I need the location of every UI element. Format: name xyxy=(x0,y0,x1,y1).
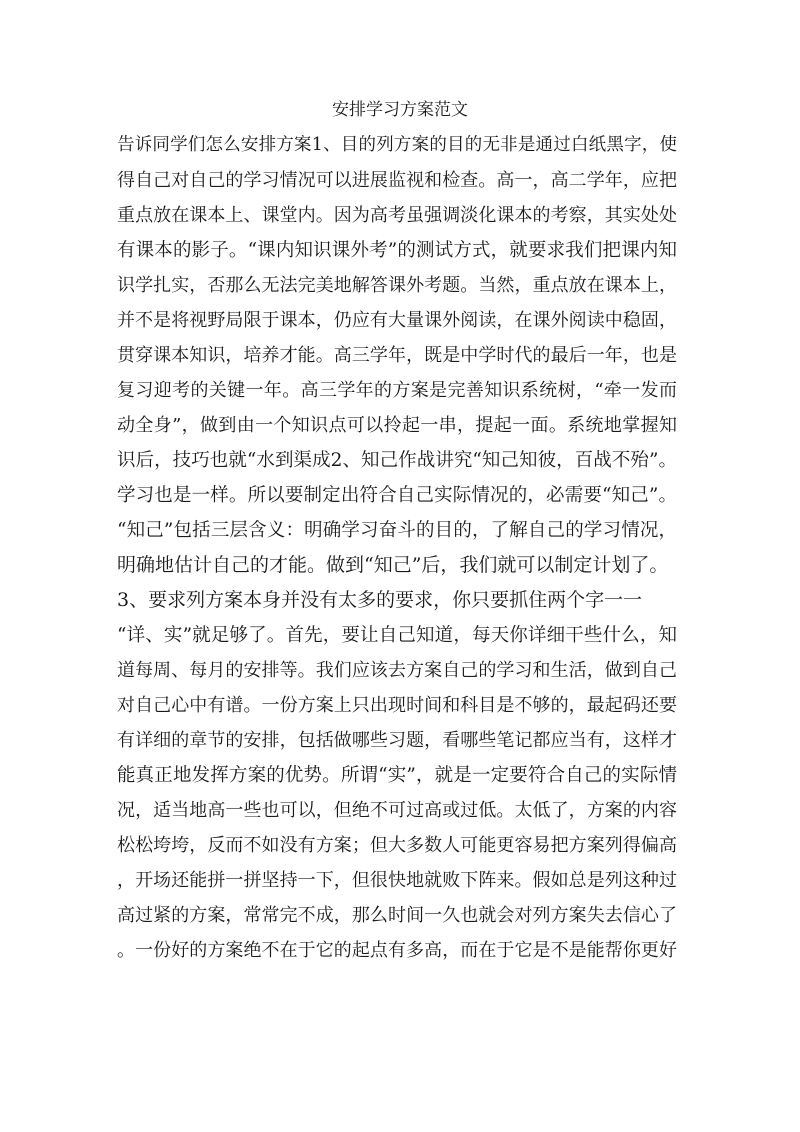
body-line: 对自己心中有谱。一份方案上只出现时间和科目是不够的，最起码还要 xyxy=(117,695,677,716)
body-line: 能真正地发挥方案的优势。所谓“实”，就是一定要符合自己的实际情 xyxy=(117,765,677,786)
body-line: 得自己对自己的学习情况可以进展监视和检查。高一，高二学年，应把 xyxy=(117,170,677,191)
body-line: 复习迎考的关键一年。高三学年的方案是完善知识系统树，“牵一发而 xyxy=(117,380,677,401)
body-line: 明确地估计自己的才能。做到“知己”后，我们就可以制定计划了。 xyxy=(117,554,669,576)
body-line: 高过紧的方案，常常完不成，那么时间一久也就会对列方案失去信心了 xyxy=(117,905,677,926)
body-line: 况，适当地高一些也可以，但绝不可过高或过低。太低了，方案的内容 xyxy=(117,800,677,821)
body-line: 3、要求列方案本身并没有太多的要求，你只要抓住两个字一一 xyxy=(117,589,643,611)
body-line: 识后，技巧也就“水到渠成2、知己作战讲究“知己知彼，百战不殆”。 xyxy=(117,450,677,471)
body-line: ，开场还能拼一拼坚持一下，但很快地就败下阵来。假如总是列这种过 xyxy=(117,870,677,891)
document-body xyxy=(117,128,677,968)
body-line: 有详细的章节的安排，包括做哪些习题，看哪些笔记都应当有，这样才 xyxy=(117,730,677,751)
body-line: 贯穿课本知识，培养才能。高三学年，既是中学时代的最后一年，也是 xyxy=(117,345,677,366)
body-line: 。一份好的方案绝不在于它的起点有多高，而在于它是不是能帮你更好 xyxy=(117,940,677,961)
body-line: 学习也是一样。所以要制定出符合自己实际情况的，必需要“知己”。 xyxy=(117,485,677,506)
body-line: 动全身”，做到由一个知识点可以拎起一串，提起一面。系统地掌握知 xyxy=(117,415,677,436)
body-line: 并不是将视野局限于课本，仍应有大量课外阅读，在课外阅读中稳固， xyxy=(117,310,677,331)
body-line: 道每周、每月的安排等。我们应该去方案自己的学习和生活，做到自己 xyxy=(117,660,677,681)
body-line: 识学扎实，否那么无法完美地解答课外考题。当然，重点放在课本上， xyxy=(117,275,677,296)
body-line: 有课本的影子。“课内知识课外考”的测试方式，就要求我们把课内知 xyxy=(117,240,677,261)
body-line: “详、实”就足够了。首先，要让自己知道，每天你详细干些什么，知 xyxy=(117,625,677,646)
document-title: 安排学习方案范文 xyxy=(332,100,468,120)
body-line: “知己”包括三层含义：明确学习奋斗的目的，了解自己的学习情况， xyxy=(117,520,677,541)
body-line: 松松垮垮，反而不如没有方案；但大多数人可能更容易把方案列得偏高 xyxy=(117,835,677,856)
body-line: 告诉同学们怎么安排方案1、目的列方案的目的无非是通过白纸黑字，使 xyxy=(117,135,677,155)
body-line: 重点放在课本上、课堂内。因为高考虽强调淡化课本的考察，其实处处 xyxy=(117,205,677,226)
